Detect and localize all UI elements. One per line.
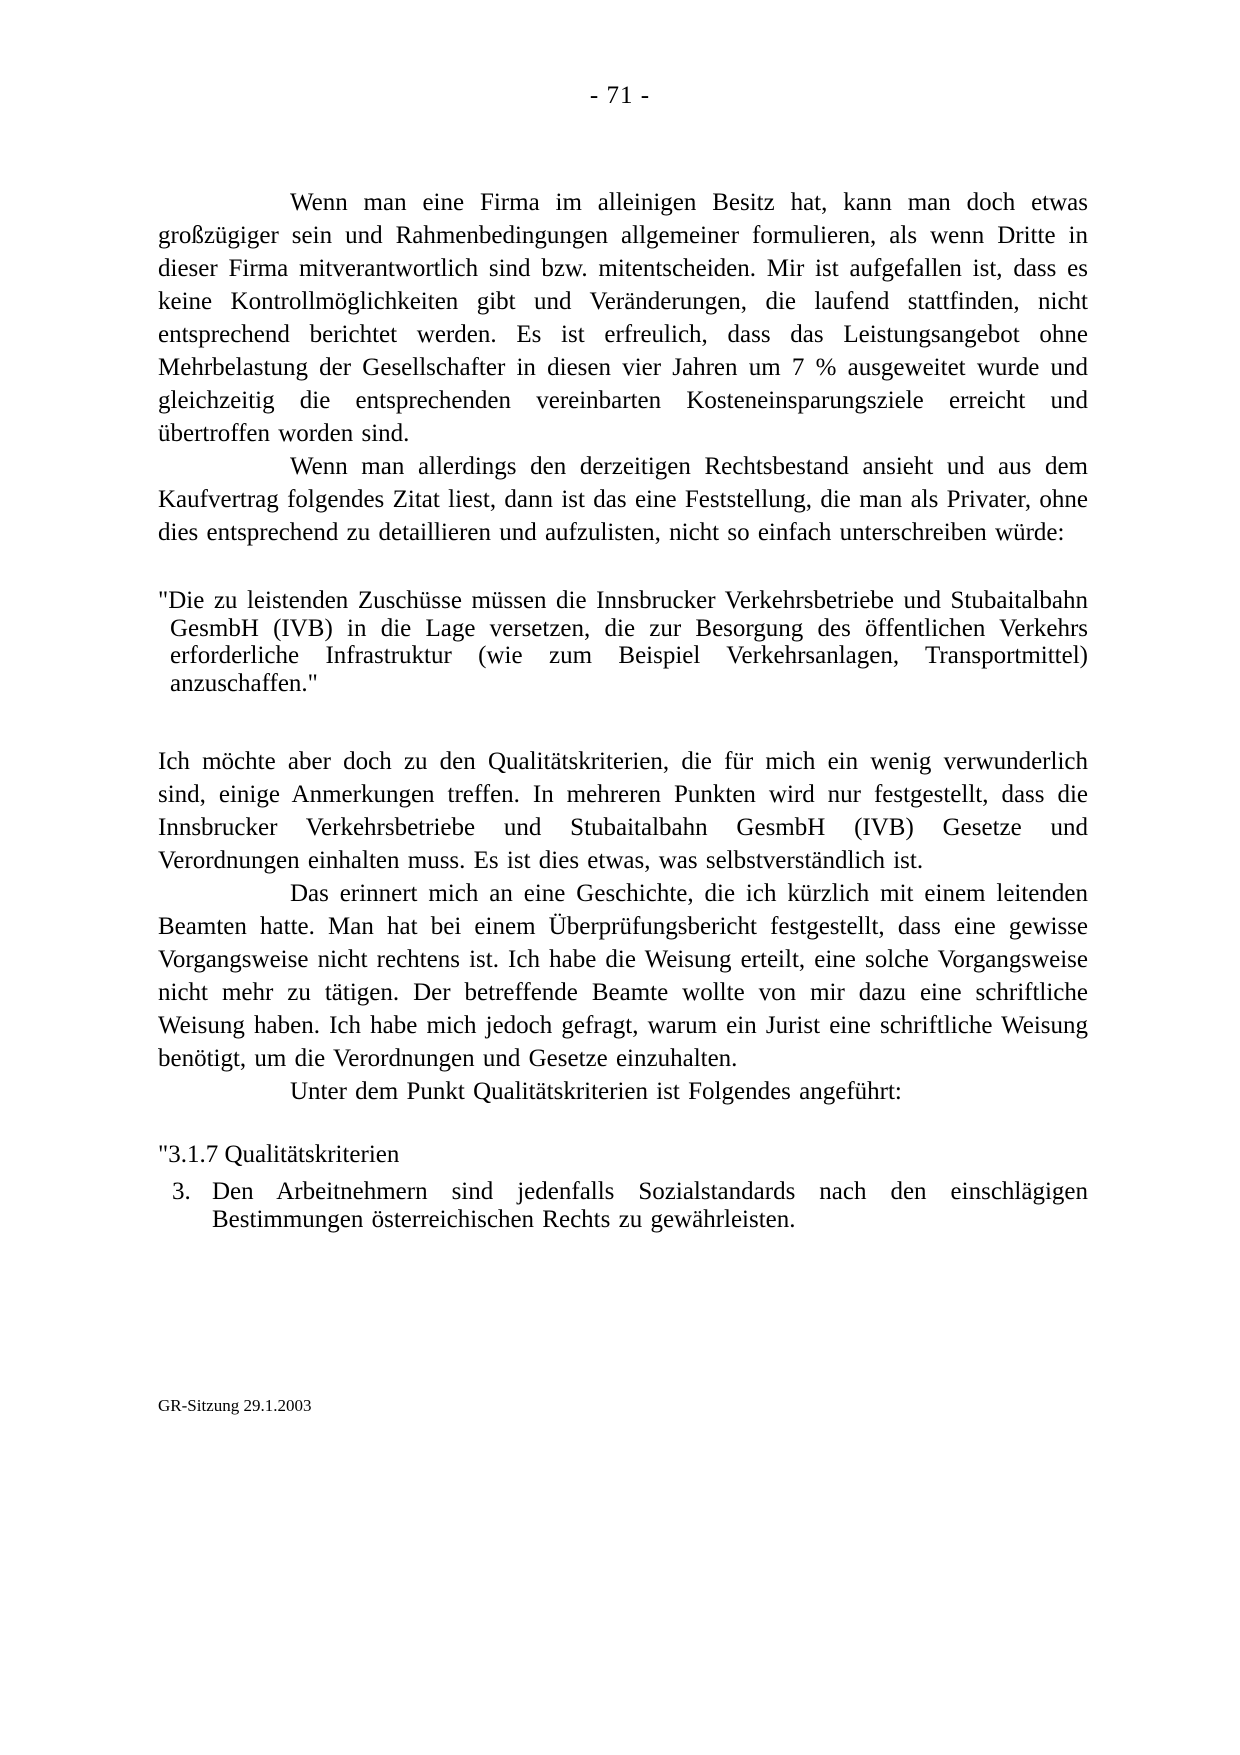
list-item-number: 3. [172, 1178, 191, 1205]
list-item-text: Den Arbeitnehmern sind jedenfalls Sozialstandards nach den einschlägigen Bestimmungen österreichischen Rechts zu gewährleisten. [212, 1178, 1088, 1233]
paragraph-qualitaetskriterien-anmerkungen: Ich möchte aber doch zu den Qualitätskriterien, die für mich ein wenig verwunderlich sind, einige Anmerkungen treffen. In mehreren Punkten wird nur festgestellt, dass die Innsbrucker Verkehrsbetriebe und Stubaitalbahn GesmbH (IVB) Gesetze und Verordnungen einhalten muss. Es ist dies etwas, was selbstverständlich ist. [158, 748, 1088, 874]
paragraph-firma-besitz: Wenn man eine Firma im alleinigen Besitz hat, kann man doch etwas großzügiger sein und Rahmenbedingungen allgemeiner formulieren, als wenn Dritte in dieser Firma mitverantwortlich sind bzw. mitentscheiden. Mir ist aufgefallen ist, dass es keine Kontrollmöglichkeiten gibt und Veränderungen, die laufend stattfinden, nicht entsprechend berichtet werden. Es ist erfreulich, dass das Leistungsangebot ohne Mehrbelastung der Gesellschafter in diesen vier Jahren um 7 % ausgeweitet wurde und gleichzeitig die entsprechenden vereinbarten Kosteneinsparungsziele erreicht und übertroffen worden sind. [158, 189, 1088, 447]
page-number: - 71 - [589, 82, 651, 109]
blockquote-list-item [158, 1178, 1088, 1233]
page-footer: GR-Sitzung 29.1.2003 [158, 1396, 312, 1415]
blockquote-heading-317: "3.1.7 Qualitätskriterien [158, 1141, 400, 1168]
paragraph-geschichte-beamter: Das erinnert mich an eine Geschichte, die ich kürzlich mit einem leitenden Beamten hatte. Man hat bei einem Überprüfungsbericht festgestellt, dass eine gewisse Vorgangsweise nicht rechtens ist. Ich habe die Weisung erteilt, eine solche Vorgangsweise nicht mehr zu tätigen. Der betreffende Beamte wollte von mir dazu eine schriftliche Weisung haben. Ich habe mich jedoch gefragt, warum ein Jurist eine schriftliche Weisung benötigt, um die Verordnungen und Gesetze einzuhalten. [158, 880, 1088, 1072]
blockquote-kaufvertrag-zitat: "Die zu leistenden Zuschüsse müssen die Innsbrucker Verkehrsbetriebe und Stubaitalbahn GesmbH (IVB) in die Lage versetzen, die zur Besorgung des öffentlichen Verkehrs erforderliche Infrastruktur (wie zum Beispiel Verkehrsanlagen, Transportmittel) anzuschaffen." [158, 587, 1088, 697]
page-content [158, 186, 1088, 1233]
paragraph-punkt-qualitaetskriterien: Unter dem Punkt Qualitätskriterien ist Folgendes angeführt: [290, 1078, 902, 1105]
paragraph-rechtsbestand: Wenn man allerdings den derzeitigen Rechtsbestand ansieht und aus dem Kaufvertrag folgendes Zitat liest, dann ist das eine Feststellung, die man als Privater, ohne dies entsprechend zu detaillieren und aufzulisten, nicht so einfach unterschreiben würde: [158, 453, 1088, 546]
